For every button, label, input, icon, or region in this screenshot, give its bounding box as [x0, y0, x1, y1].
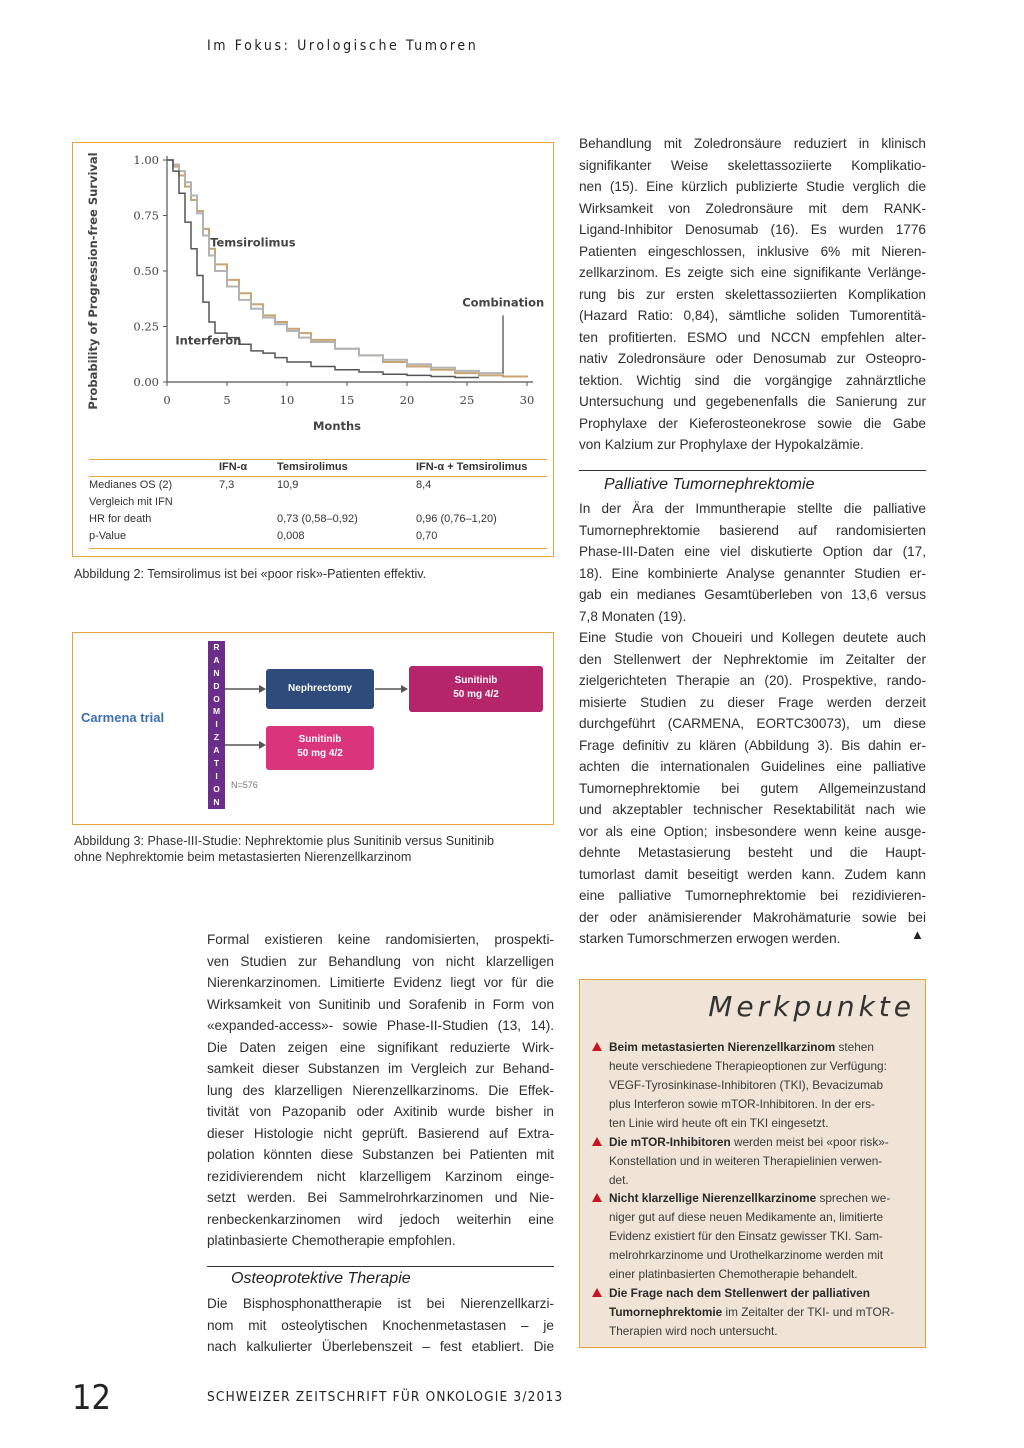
- figure-3-caption-line1: Abbildung 3: Phase-III-Studie: Nephrektomie plus Sunitinib versus Sunitinib: [74, 834, 495, 848]
- table-cell: Medianes OS (2): [89, 479, 173, 491]
- text-line: platinbasierte Chemotherapie empfohlen.: [207, 1233, 456, 1248]
- text-line: starken Tumorschmerzen erwogen werden.: [579, 931, 841, 946]
- text-line: eine palliative Tumornephrektomie bei rezidivieren-: [579, 888, 926, 903]
- label-combination: Combination: [462, 295, 545, 310]
- palliative-section-text: [579, 498, 926, 950]
- text-line: Frage definitiv zu klären (Abbildung 3). Bis dahin er-: [579, 737, 926, 753]
- text-line: zellkarzinom. Es zeigte sich eine signifikante Verlänge-: [579, 265, 926, 280]
- text-line: nen (15). Eine kürzlich publizierte Studie verglich die: [579, 179, 926, 194]
- x-tick-label: 10: [279, 393, 295, 407]
- km-chart: [73, 143, 552, 453]
- randomization-letter: R: [213, 642, 220, 652]
- merkpunkt-text: melrohrkarzinome und Urothelkarzinome werden mit: [609, 1248, 884, 1262]
- randomization-letter: I: [215, 770, 218, 781]
- text-line: Behandlung mit Zoledronsäure reduziert in klinisch: [579, 136, 926, 151]
- sunitinib-top-label: Sunitinib: [454, 675, 498, 686]
- text-line: tektion. Wichtig sind die vorgängige zahnärztliche: [579, 372, 926, 388]
- text-line: nom mit osteolytischen Knochenmetastasen – je: [207, 1317, 554, 1333]
- x-tick-label: 15: [339, 393, 355, 407]
- x-tick-label: 20: [399, 393, 415, 407]
- merkpunkte-box: [579, 979, 926, 1348]
- text-line: Formal existieren keine randomisierten, prospekti-: [207, 932, 554, 947]
- table-cell: 10,9: [277, 479, 299, 491]
- bullet-triangle-icon: [592, 1137, 602, 1146]
- bullet-triangle-icon: [592, 1288, 602, 1297]
- merkpunkt-text: einer platinbasierten Chemotherapie behandelt.: [609, 1267, 858, 1281]
- merkpunkt-bold: Tumornephrektomie: [609, 1305, 723, 1319]
- text-line: durchgeführt (CARMENA, EORTC30073), um diese: [579, 716, 926, 731]
- text-line: 7,8 Monaten (19).: [579, 608, 687, 624]
- sunitinib-top-dose: 50 mg 4/2: [453, 689, 499, 700]
- text-line: dehnte Metastasierung besteht und die Haupt-: [579, 845, 926, 860]
- table-cell: 8,4: [416, 479, 432, 491]
- y-tick-label: 0.00: [133, 375, 159, 389]
- x-tick-label: 30: [519, 393, 535, 407]
- sample-size-label: N=576: [231, 780, 258, 790]
- table-cell: HR for death: [89, 513, 152, 525]
- text-line: Prophylaxe der Kieferosteonekrose sowie die Gabe: [579, 415, 926, 431]
- table-cell: 0,73 (0,58–0,92): [277, 513, 358, 525]
- text-line: In der Ära der Immuntherapie stellte die palliative: [579, 501, 926, 516]
- text-line: Phase-III-Daten eine viel diskutierte Option dar (17,: [579, 544, 926, 559]
- section-rule-osteo: [207, 1266, 554, 1267]
- text-line: rung bis zur ersten skelettassoziierten Komplikation: [579, 286, 926, 302]
- text-line: (Hazard Ratio: 0,84), sämtliche soliden Tumorentitä-: [579, 308, 926, 323]
- merkpunkt-text: sprechen we-: [816, 1191, 891, 1205]
- randomization-letter: M: [212, 706, 221, 717]
- merkpunkte-title: Merkpunkte: [708, 990, 915, 1023]
- randomization-letter: A: [213, 745, 220, 756]
- merkpunkt-item: [592, 1189, 922, 1284]
- table-header-ifn: IFN-α: [219, 461, 248, 473]
- merkpunkt-text: Konstellation und in weiteren Therapielinien verwen-: [609, 1154, 883, 1168]
- merkpunkt-item: [592, 1284, 922, 1341]
- randomization-letter: D: [213, 680, 220, 691]
- footer-journal-title: SCHWEIZER ZEITSCHRIFT FÜR ONKOLOGIE 3/2013: [207, 1389, 564, 1405]
- y-tick-label: 0.75: [133, 208, 159, 223]
- page-number: 12: [72, 1378, 111, 1418]
- text-line: ven Studien zur Behandlung von nicht klarzelligen: [207, 953, 554, 969]
- sunitinib-top-box: [409, 666, 543, 712]
- text-line: ten profitierten. ESMO und NCCN empfehlen alter-: [579, 329, 926, 345]
- text-line: Patienten eingeschlossen, inklusive 6% mit Nieren-: [579, 243, 926, 259]
- text-line: Die Bisphosphonattherapie ist bei Nierenzellkarzi-: [207, 1296, 554, 1311]
- table-header-temsirolimus: Temsirolimus: [277, 461, 348, 473]
- table-row: [89, 530, 547, 547]
- table-row: [89, 479, 547, 496]
- randomization-letter: O: [213, 783, 220, 794]
- merkpunkt-bold: Die Frage nach dem Stellenwert der palliativen: [609, 1286, 870, 1300]
- randomization-letter: N: [213, 667, 220, 678]
- text-line: zielgerichteten Therapie an (20). Prospektive, rando-: [579, 673, 926, 688]
- table-cell: p-Value: [89, 530, 127, 542]
- merkpunkt-text: VEGF-Tyrosinkinase-Inhibitoren (TKI), Bevacizumab: [609, 1078, 884, 1092]
- sunitinib-bottom-box: [266, 726, 374, 770]
- merkpunkt-text: im Zeitalter der TKI- und mTOR-: [722, 1305, 895, 1319]
- right-column-text-top: [579, 133, 926, 456]
- merkpunkt-text: heute verschiedene Therapieoptionen zur Verfügung:: [609, 1059, 887, 1073]
- merkpunkt-text: niger gut auf diese neuen Medikamente an, limitierte: [609, 1210, 884, 1224]
- table-cell: 0,70: [416, 530, 438, 542]
- text-line: setzt werden. Bei Sammelrohrkarzinomen und Nie-: [207, 1190, 554, 1205]
- merkpunkt-bold: Nicht klarzellige Nierenzellkarzinome: [609, 1191, 817, 1205]
- randomization-letter: Z: [213, 732, 220, 743]
- text-line: Eine Studie von Choueiri und Kollegen deutete auch: [579, 630, 926, 645]
- randomization-letter: O: [213, 693, 220, 704]
- merkpunkt-text: plus Interferon sowie mTOR-Inhibitoren. In der ers-: [609, 1097, 875, 1111]
- figure-2-table: [89, 459, 547, 547]
- text-line: polation könnten diese Substanzen bei Patienten mit: [207, 1147, 554, 1162]
- text-line: Die Daten zeigen eine signifikant reduzierte Wirk-: [207, 1039, 554, 1055]
- randomization-letter: T: [213, 758, 220, 769]
- text-line: signifikanter Weise skelettassoziierte Komplikatio-: [579, 157, 926, 173]
- text-line: von Kalzium zur Prophylaxe der Hypokalzämie.: [579, 437, 864, 452]
- randomization-letter: N: [213, 796, 220, 807]
- text-line: der oder anämisierender Makrohämaturie sowie bei: [579, 909, 926, 925]
- sunitinib-bottom-label: Sunitinib: [298, 734, 342, 745]
- table-row: [89, 496, 547, 513]
- figure-3-box: [72, 632, 554, 825]
- figure-3-caption-line2: ohne Nephrektomie beim metastasierten Nierenzellkarzinom: [74, 850, 412, 864]
- text-line: Nierenkarzinomen. Limitierte Evidenz liegt vor für die: [207, 975, 554, 990]
- merkpunkt-text: Evidenz existiert für den Einsatz gewisser TKI. Sam-: [609, 1229, 883, 1243]
- y-axis-label: Probability of Progression-free Survival: [86, 152, 100, 410]
- figure-2-box: [72, 142, 554, 557]
- merkpunkt-item: [592, 1038, 922, 1133]
- merkpunkt-bold: Die mTOR-Inhibitoren: [609, 1135, 731, 1149]
- sunitinib-bottom-dose: 50 mg 4/2: [297, 748, 343, 759]
- text-line: dieser Histologie nicht geprüft. Basierend auf Extra-: [207, 1125, 554, 1141]
- table-cell: Vergleich mit IFN: [89, 496, 173, 508]
- text-line: Tumornephrektomie basierend auf randomisierten: [579, 522, 926, 538]
- text-line: misierte Studien zu dieser Frage werden derzeit: [579, 694, 926, 710]
- left-column-text: [207, 929, 554, 1252]
- text-line: und akzeptabler technischer Resektabilität nach wie: [579, 802, 926, 817]
- merkpunkt-bold: Beim metastasierten Nierenzellkarzinom: [609, 1040, 836, 1054]
- nephrectomy-label: Nephrectomy: [288, 683, 352, 694]
- merkpunkt-text: Therapien wird noch untersucht.: [609, 1324, 778, 1338]
- arrow-head: [259, 685, 266, 693]
- table-cell: 7,3: [219, 479, 235, 491]
- section-rule-palliative: [579, 470, 926, 471]
- text-line: gab ein medianes Gesamtüberleben von 13,6 versus: [579, 587, 926, 602]
- text-line: den Stellenwert der Nephrektomie im Zeitalter der: [579, 651, 926, 667]
- randomization-letter: I: [215, 719, 218, 730]
- text-line: nativ Zoledronsäure oder Denosumab zur Osteopro-: [579, 351, 926, 366]
- nephrectomy-box: [266, 669, 374, 709]
- merkpunkt-text: ten Linie wird heute oft ein TKI eingesetzt.: [609, 1116, 829, 1130]
- figure-2-caption: Abbildung 2: Temsirolimus ist bei «poor risk»-Patienten effektiv.: [74, 567, 427, 581]
- text-line: lung des klarzelligen Nierenzellkarzinoms. Die Effek-: [207, 1082, 554, 1098]
- table-header-combination: IFN-α + Temsirolimus: [416, 461, 528, 473]
- label-interferon: Interferon: [175, 333, 242, 348]
- arrow-head: [259, 741, 266, 749]
- merkpunkt-text: stehen: [835, 1040, 874, 1054]
- x-tick-label: 0: [163, 393, 171, 407]
- x-tick-label: 25: [459, 393, 475, 407]
- merkpunkt-text: det.: [609, 1173, 629, 1187]
- x-axis-label: Months: [312, 419, 362, 433]
- text-line: tivität von Pazopanib oder Axitinib wurde bisher in: [207, 1104, 554, 1119]
- text-line: Tumornephrektomie bei gutem Allgemeinzustand: [579, 780, 926, 796]
- y-tick-label: 1.00: [133, 153, 159, 167]
- text-line: renbeckenkarzinomen wird jedoch weiterhin eine: [207, 1211, 554, 1227]
- figure-3-caption: [74, 833, 494, 865]
- section-title-osteo: Osteoprotektive Therapie: [231, 1270, 411, 1287]
- table-row: [89, 513, 547, 530]
- table-cell: 0,008: [277, 530, 305, 542]
- y-tick-label: 0.25: [133, 319, 159, 334]
- text-line: samkeit dieser Substanzen im Vergleich zur Behand-: [207, 1061, 554, 1076]
- text-line: «expanded-access»- sowie Phase-II-Studien (13, 14).: [207, 1018, 554, 1033]
- x-tick-label: 5: [223, 393, 231, 407]
- end-mark: ▲: [911, 927, 924, 942]
- text-line: rezidivierendem nicht klarzelligem Karzinom einge-: [207, 1168, 554, 1184]
- randomization-letter: A: [213, 654, 220, 665]
- arrow-head: [401, 685, 408, 693]
- text-line: Untersuchung und gegebenenfalls die Sanierung zur: [579, 394, 926, 409]
- y-tick-label: 0.50: [133, 264, 159, 278]
- text-line: tumorlast damit beseitigt werden kann. Zudem kann: [579, 866, 926, 882]
- text-line: vor als eine Option; insbesondere wenn keine ausge-: [579, 823, 926, 839]
- bullet-triangle-icon: [592, 1193, 602, 1202]
- merkpunkt-text: werden meist bei «poor risk»-: [730, 1135, 889, 1149]
- text-line: nach kalkulierter Überlebenszeit – fest etabliert. Die: [207, 1339, 554, 1354]
- merkpunkt-item: [592, 1133, 922, 1190]
- text-line: Ligand-Inhibitor Denosumab (16). Es wurden 1776: [579, 222, 926, 237]
- label-temsirolimus: Temsirolimus: [210, 235, 296, 250]
- running-head: Im Fokus: Urologische Tumoren: [207, 38, 479, 54]
- text-line: achten die internationalen Guidelines eine palliative: [579, 759, 926, 774]
- table-cell: 0,96 (0,76–1,20): [416, 513, 497, 525]
- osteo-section-text: [207, 1293, 554, 1358]
- text-line: Wirksamkeit von Zoledronsäure mit dem RANK-: [579, 200, 926, 216]
- text-line: 18). Eine kombinierte Analyse genannter Studien er-: [579, 565, 926, 581]
- bullet-triangle-icon: [592, 1042, 602, 1051]
- text-line: Wirksamkeit von Sunitinib und Sorafenib in Form von: [207, 996, 554, 1012]
- section-title-palliative: Palliative Tumornephrektomie: [604, 476, 815, 493]
- carmena-trial-label: Carmena trial: [81, 710, 165, 725]
